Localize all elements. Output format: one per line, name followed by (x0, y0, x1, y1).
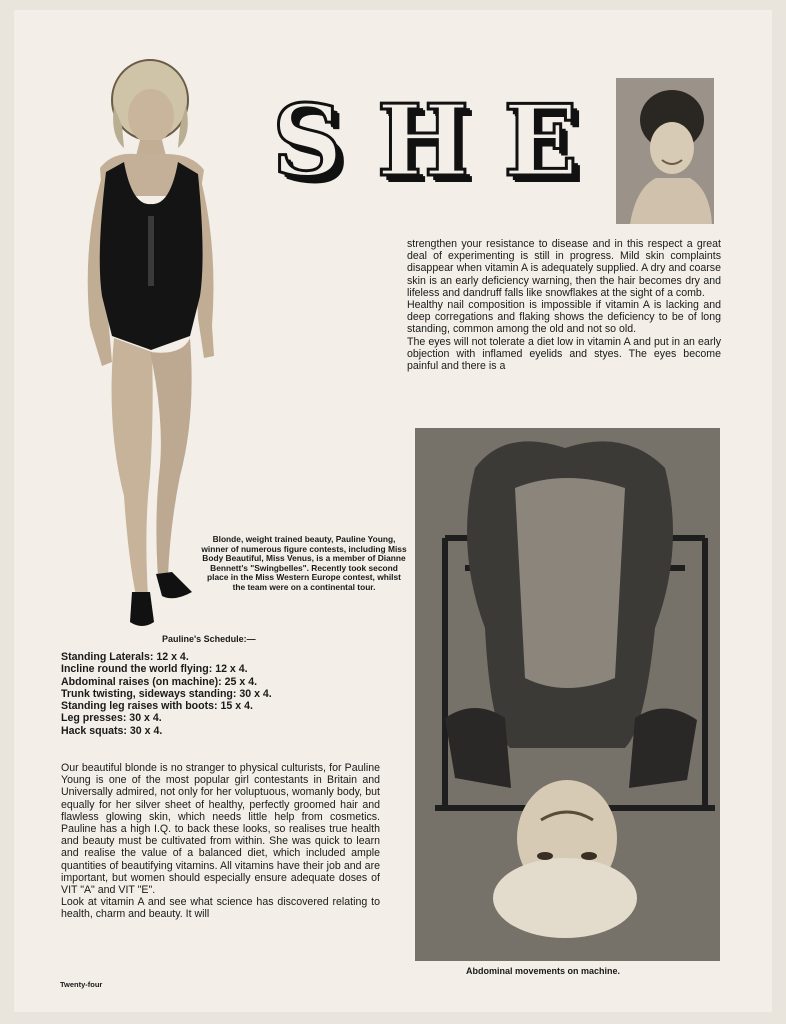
title-she (272, 84, 582, 199)
schedule-item: Incline round the world flying: 12 x 4. (61, 663, 248, 676)
schedule-item: Hack squats: 30 x 4. (61, 724, 163, 737)
left-column-text (61, 762, 380, 921)
paragraph: The eyes will not tolerate a diet low in vitamin A and put in an early objection with inflamed eyelids and styes. The eyes become painful and there is a (407, 335, 721, 373)
schedule-heading: Pauline's Schedule:— (162, 634, 256, 644)
paragraph: Look at vitamin A and see what science has discovered relating to health, charm and beauty. It will (61, 896, 380, 921)
schedule-item: Standing leg raises with boots: 15 x 4. (61, 700, 253, 713)
schedule-list (61, 651, 272, 737)
schedule-item: Abdominal raises (on machine): 25 x 4. (61, 675, 258, 688)
paragraph: Healthy nail composition is impossible if vitamin A is lacking and deep corregations and flaking shows the deficiency to be of long standing, common among the old and not so old. (407, 299, 721, 336)
paragraph: Our beautiful blonde is no stranger to physical culturists, for Pauline Young is one of the most popular girl contestants in Britain and Universally admired, not only for her voluptuous, womanly body, but equally for her silver sheet of healthy, perfectly groomed hair and flawless glowing skin, which needs little help from cosmetics. Pauline has a high I.Q. to back these looks, so realises true health and beauty must be cultivated from within. She was quick to learn and realise the value of a balanced diet, which included ample quantities of beautifying vitamins. All vitamins have their job and are important, but women should especially ensure adequate doses of VIT "A" and VIT "E". (61, 762, 380, 897)
machine-photo-caption: Abdominal movements on machine. (466, 966, 621, 976)
figure-caption: Blonde, weight trained beauty, Pauline Young, winner of numerous figure contests, including Miss Body Beautiful, Miss Venus, is a member of Dianne Bennett's "Swingbelles". Recently took second place in the Miss Western Europe contest, whilst the team were on a continental tour. (201, 534, 407, 592)
exercise-machine-photo (415, 428, 720, 961)
right-column-text (407, 238, 721, 372)
page-number: Twenty-four (60, 980, 103, 989)
schedule-item: Trunk twisting, sideways standing: 30 x 4. (61, 687, 272, 700)
title-letter: S (272, 84, 347, 199)
paragraph: strengthen your resistance to disease and in this respect a great deal of experimenting is still in progress. Mild skin complaints disappear when vitamin A is adequately supplied. A dry and coarse skin is an early deficiency warning, then the hair becomes dry and lifeless and dandruff falls like snowflakes at the sight of a comb. (407, 238, 721, 299)
title-letter: E (503, 84, 582, 199)
title-letter: H (376, 84, 474, 199)
portrait-photo (616, 78, 714, 224)
schedule-item: Standing Laterals: 12 x 4. (61, 651, 189, 663)
schedule-item: Leg presses: 30 x 4. (61, 712, 162, 725)
